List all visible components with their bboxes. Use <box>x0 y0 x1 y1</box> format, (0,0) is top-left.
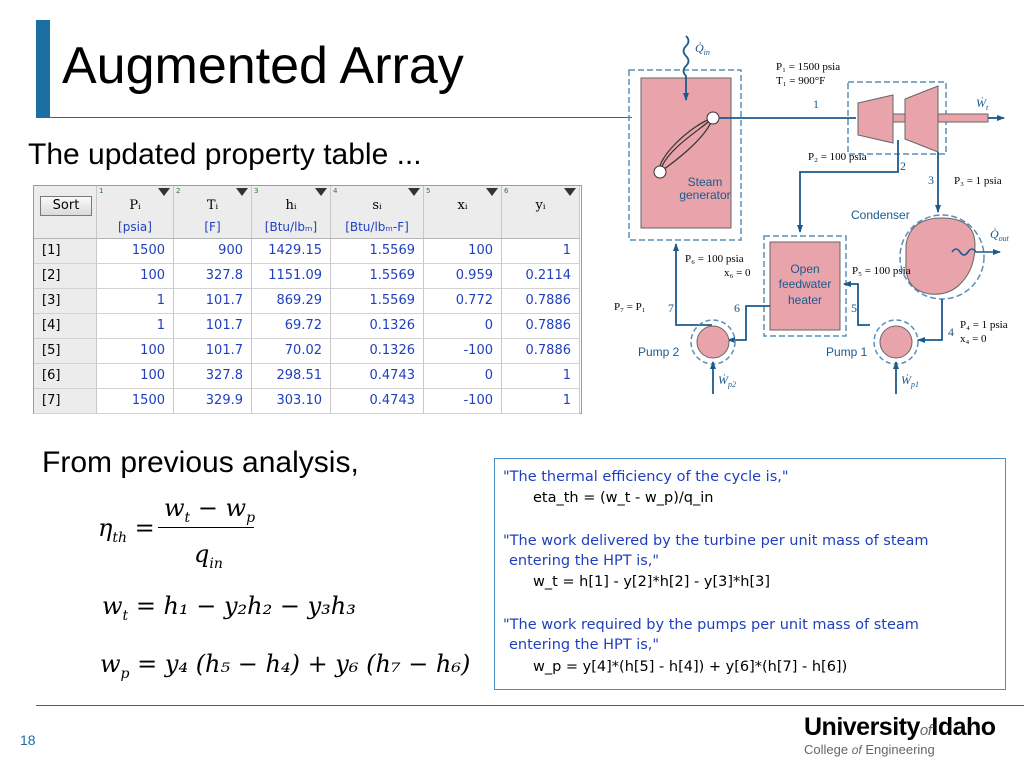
line-state-4 <box>918 299 942 340</box>
row-label: [6] <box>34 364 97 389</box>
heater-label-2: feedwater <box>778 277 832 291</box>
code-wt-equation: w_t = h[1] - y[2]*h[2] - y[3]*h[3] <box>533 574 770 590</box>
table-cell[interactable]: 100 <box>97 264 174 289</box>
heater-label-1: Open <box>790 262 820 276</box>
table-cell[interactable]: 100 <box>97 339 174 364</box>
code-eta-equation: eta_th = (w_t - w_p)/q_in <box>533 490 714 506</box>
state5-pressure: P₅ = 100 psia <box>852 265 911 277</box>
column-unit: [Btu/lbₘ-F] <box>345 220 409 234</box>
column-menu-icon[interactable] <box>486 188 498 196</box>
table-row <box>34 264 583 289</box>
steam-gen-label-1: Steam <box>687 175 723 189</box>
title-accent-bar <box>36 20 50 118</box>
table-cell[interactable]: 298.51 <box>252 364 331 389</box>
column-index: 5 <box>426 187 431 195</box>
column-menu-icon[interactable] <box>564 188 576 196</box>
table-cell[interactable]: -100 <box>424 389 502 414</box>
column-menu-icon[interactable] <box>158 188 170 196</box>
university-logo: UniversityofIdaho <box>804 713 996 741</box>
column-unit: [Btu/lbₘ] <box>264 220 318 234</box>
table-cell[interactable]: 0.7886 <box>502 314 580 339</box>
table-cell[interactable]: 100 <box>424 239 502 264</box>
high-pressure-turbine <box>858 95 893 143</box>
footer-divider <box>36 705 1024 706</box>
title-divider <box>36 117 632 118</box>
table-cell[interactable]: 869.29 <box>252 289 331 314</box>
column-unit: [F] <box>204 220 221 234</box>
column-header[interactable] <box>502 186 580 239</box>
table-row <box>34 314 583 339</box>
state-7-label: 7 <box>668 301 674 315</box>
table-cell[interactable]: 101.7 <box>174 289 252 314</box>
table-cell[interactable]: 1.5569 <box>331 264 424 289</box>
column-name: hᵢ <box>285 198 297 213</box>
code-comment-3a: "The work required by the pumps per unit mass of steam <box>503 617 919 633</box>
table-cell[interactable]: 1 <box>502 364 580 389</box>
efficiency-denominator: $q_{in}$ <box>194 540 223 572</box>
w-p2-label: $Ẇ_{p2}$ <box>718 373 736 389</box>
table-cell[interactable]: 101.7 <box>174 339 252 364</box>
fraction-bar <box>158 527 254 528</box>
state7-pressure: P₇ = P₁ <box>614 301 646 313</box>
table-cell[interactable]: 0.1326 <box>331 339 424 364</box>
state6-pressure: P₆ = 100 psia <box>685 253 744 265</box>
heater-label-3: heater <box>787 293 823 307</box>
column-header[interactable] <box>97 186 174 239</box>
column-header[interactable] <box>331 186 424 239</box>
page-title: Augmented Array <box>62 37 464 95</box>
column-name: yᵢ <box>535 198 546 213</box>
pump-1 <box>880 326 912 358</box>
code-comment-2b: entering the HPT is," <box>509 553 660 569</box>
q-in-label: $Q̇_{in}$ <box>695 41 710 57</box>
table-cell[interactable]: 327.8 <box>174 264 252 289</box>
table-cell[interactable]: 0.7886 <box>502 289 580 314</box>
table-cell[interactable]: 1 <box>97 314 174 339</box>
code-comment-2a: "The work delivered by the turbine per unit mass of steam <box>503 533 929 549</box>
column-name: Pᵢ <box>129 198 141 213</box>
page-number: 18 <box>20 732 36 748</box>
pump-2 <box>697 326 729 358</box>
pump1-label: Pump 1 <box>826 345 868 359</box>
column-name: Tᵢ <box>206 198 219 213</box>
table-cell[interactable]: 303.10 <box>252 389 331 414</box>
table-cell[interactable]: 69.72 <box>252 314 331 339</box>
ees-code-box <box>494 458 1006 690</box>
state1-temperature: T₁ = 900°F <box>776 75 826 87</box>
row-label: [3] <box>34 289 97 314</box>
state-4-label: 4 <box>948 325 954 339</box>
table-cell[interactable]: 0 <box>424 314 502 339</box>
previous-analysis-label: From previous analysis, <box>42 446 359 479</box>
subtitle: The updated property table ... <box>28 138 422 171</box>
table-cell[interactable]: 329.9 <box>174 389 252 414</box>
table-cell[interactable]: 900 <box>174 239 252 264</box>
column-index: 6 <box>504 187 509 195</box>
row-label: [5] <box>34 339 97 364</box>
column-index: 4 <box>333 187 338 195</box>
line-state-5 <box>844 284 870 325</box>
state-2-label: 2 <box>900 159 906 173</box>
state6-quality: x₆ = 0 <box>724 267 751 279</box>
table-cell[interactable]: 1 <box>97 289 174 314</box>
state-1-label: 1 <box>813 97 819 111</box>
table-cell[interactable]: -100 <box>424 339 502 364</box>
code-comment-3b: entering the HPT is," <box>509 637 660 653</box>
state-3-label: 3 <box>928 173 934 187</box>
table-cell[interactable]: 70.02 <box>252 339 331 364</box>
table-cell[interactable]: 1151.09 <box>252 264 331 289</box>
table-cell[interactable]: 1500 <box>97 389 174 414</box>
pump2-label: Pump 2 <box>638 345 680 359</box>
row-label: [4] <box>34 314 97 339</box>
steam-gen-label-2: generator <box>679 188 731 202</box>
low-pressure-turbine <box>905 86 938 152</box>
column-header[interactable] <box>424 186 502 239</box>
condenser-label: Condenser <box>851 208 910 222</box>
tube-header-bottom <box>654 166 666 178</box>
column-unit: [psia] <box>118 220 152 234</box>
column-header[interactable] <box>252 186 331 239</box>
table-cell[interactable]: 0.1326 <box>331 314 424 339</box>
table-cell[interactable]: 1 <box>502 239 580 264</box>
turbine-work-equation: $w_t = h_1 - y_2h_2 - y_3h_3$ <box>102 592 356 624</box>
column-name: sᵢ <box>372 198 382 213</box>
column-index: 3 <box>254 187 259 195</box>
property-table <box>33 185 582 414</box>
column-name: xᵢ <box>457 198 468 213</box>
condenser <box>906 218 975 294</box>
rankine-cycle-diagram <box>600 28 1020 398</box>
row-label: [2] <box>34 264 97 289</box>
table-cell[interactable]: 1.5569 <box>331 289 424 314</box>
state4-pressure: P₄ = 1 psia <box>960 319 1008 331</box>
table-cell[interactable]: 1429.15 <box>252 239 331 264</box>
column-menu-icon[interactable] <box>315 188 327 196</box>
column-index: 2 <box>176 187 181 195</box>
table-row <box>34 389 583 414</box>
code-wp-equation: w_p = y[4]*(h[5] - h[4]) + y[6]*(h[7] - h[6]) <box>533 659 848 675</box>
table-cell[interactable]: 0.959 <box>424 264 502 289</box>
table-cell[interactable]: 0.4743 <box>331 389 424 414</box>
table-cell[interactable]: 101.7 <box>174 314 252 339</box>
table-cell[interactable]: 0 <box>424 364 502 389</box>
column-index: 1 <box>99 187 104 195</box>
table-row <box>34 289 583 314</box>
table-cell[interactable]: 0.4743 <box>331 364 424 389</box>
sort-button[interactable]: Sort <box>40 196 92 216</box>
q-out-label: $Q̇_{out}$ <box>990 227 1009 243</box>
table-cell[interactable]: 1.5569 <box>331 239 424 264</box>
steam-generator <box>641 78 731 228</box>
state-6-label: 6 <box>734 301 740 315</box>
state-5-label: 5 <box>851 301 857 315</box>
table-row <box>34 339 583 364</box>
row-label: [7] <box>34 389 97 414</box>
w-t-label: $Ẇ_t$ <box>976 96 989 112</box>
table-cell[interactable]: 0.2114 <box>502 264 580 289</box>
table-row <box>34 364 583 389</box>
state1-pressure: P₁ = 1500 psia <box>776 61 841 73</box>
efficiency-numerator: $w_t - w_p$ <box>164 494 256 526</box>
table-cell[interactable]: 1500 <box>97 239 174 264</box>
table-cell[interactable]: 0.772 <box>424 289 502 314</box>
pump-work-equation: $w_p = y_4$ (h₅ − h₄) + y₆ (h₇ − h₆) <box>100 650 471 682</box>
state2-pressure: P₂ = 100 psia <box>808 151 867 163</box>
turbine-shaft-link <box>893 114 905 122</box>
column-menu-icon[interactable] <box>236 188 248 196</box>
table-cell[interactable]: 1 <box>502 389 580 414</box>
table-cell[interactable]: 100 <box>97 364 174 389</box>
state4-quality: x₄ = 0 <box>960 333 987 345</box>
row-label: [1] <box>34 239 97 264</box>
college-logo-text: College of Engineering <box>804 742 935 757</box>
state3-pressure: P₃ = 1 psia <box>954 175 1002 187</box>
column-header[interactable] <box>174 186 252 239</box>
table-cell[interactable]: 327.8 <box>174 364 252 389</box>
sort-cell <box>34 186 97 239</box>
table-header-row <box>34 186 583 239</box>
code-comment-1: "The thermal efficiency of the cycle is," <box>503 469 789 485</box>
efficiency-lhs: $\eta_{th}$ = <box>98 514 155 546</box>
turbine-shaft <box>938 114 988 122</box>
column-menu-icon[interactable] <box>408 188 420 196</box>
w-p1-label: $Ẇ_{p1}$ <box>901 373 919 389</box>
table-cell[interactable]: 0.7886 <box>502 339 580 364</box>
tube-header-top <box>707 112 719 124</box>
table-row <box>34 239 583 264</box>
